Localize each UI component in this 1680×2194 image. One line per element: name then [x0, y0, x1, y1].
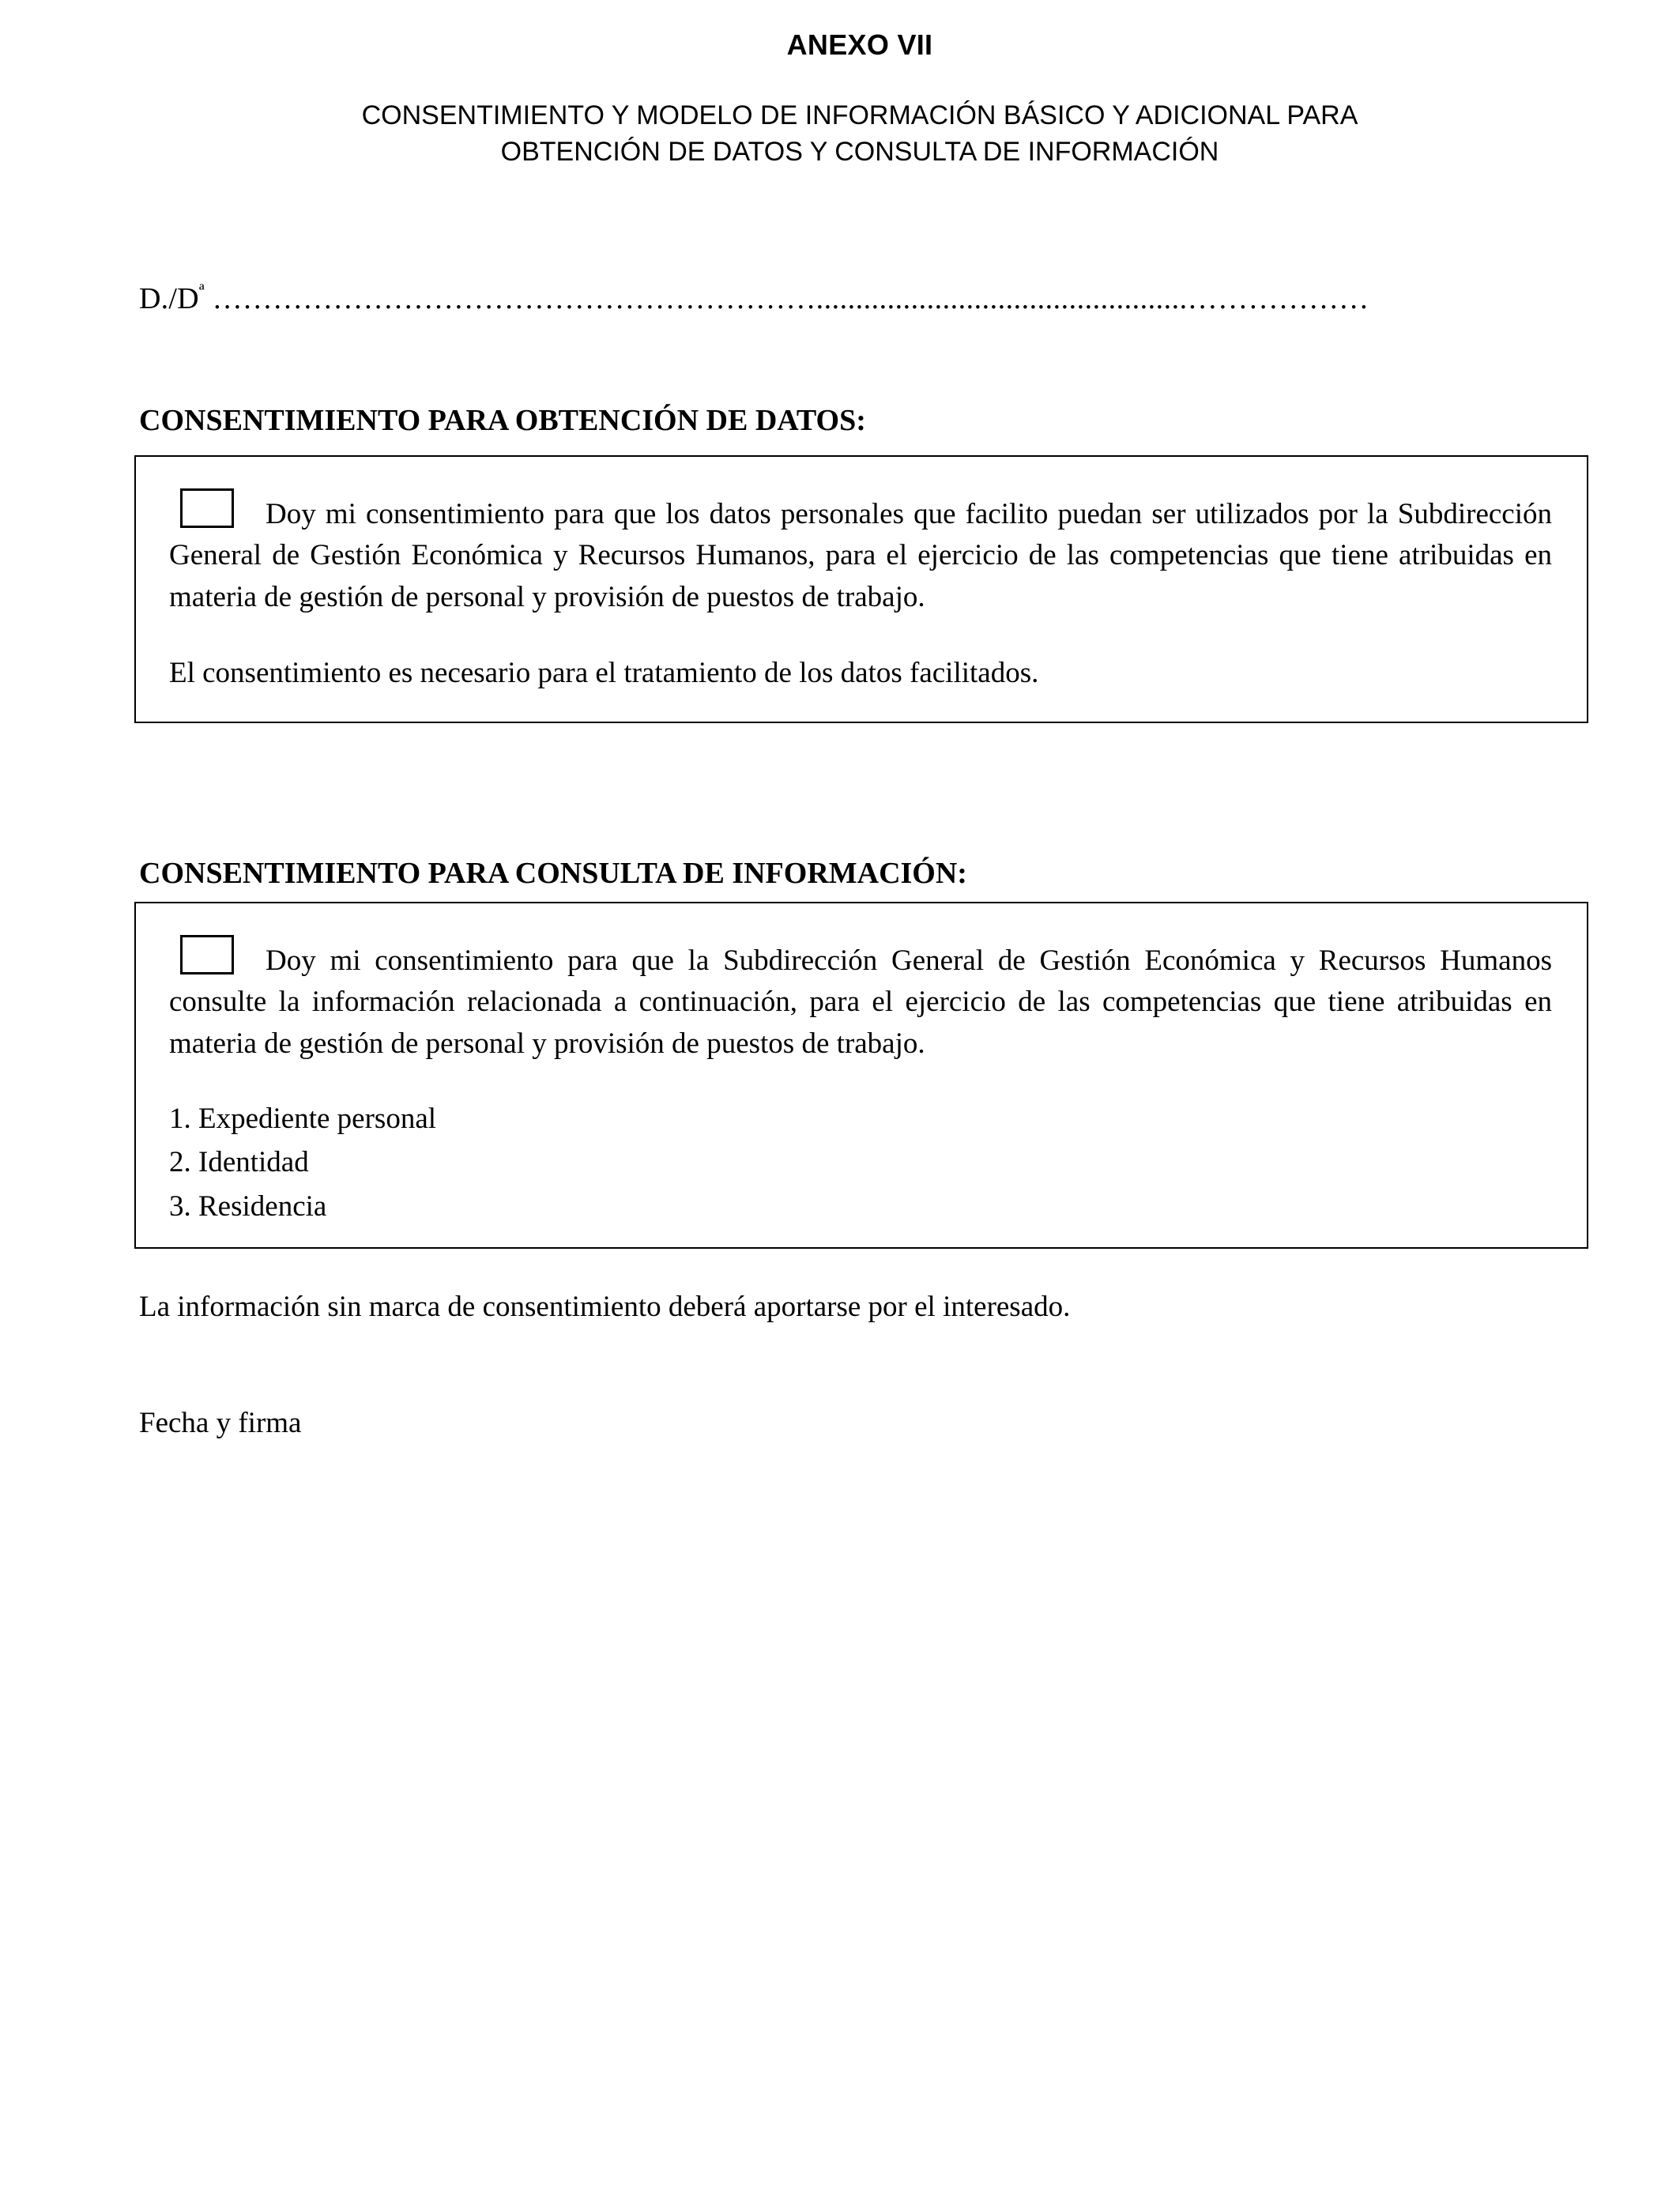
- consent-data-paragraph: [169, 488, 1552, 619]
- consent-query-checkbox[interactable]: [180, 935, 234, 974]
- consent-query-heading: CONSENTIMIENTO PARA CONSULTA DE INFORMACIÓN:: [139, 856, 967, 890]
- footer-note: La información sin marca de consentimiento deberá aportarse por el interesado.: [139, 1291, 1071, 1323]
- name-field-dots-3: …………: [1248, 281, 1369, 315]
- page-subtitle-line-1: CONSENTIMIENTO Y MODELO DE INFORMACIÓN BÁSICO Y ADICIONAL PARA: [361, 100, 1358, 130]
- consent-data-heading: CONSENTIMIENTO PARA OBTENCIÓN DE DATOS:: [139, 403, 866, 437]
- consent-query-item-list: [169, 1065, 1552, 1229]
- name-field-dots-1: ……………………………………………………: [204, 281, 816, 315]
- consent-query-paragraph-text: Doy mi consentimiento para que la Subdirección General de Gestión Económica y Recursos Humanos consulte la información relacionada a continuación, para el ejercicio de las competencias que tiene atribuidas en materia de gestión de personal y provisión de puestos de trabajo.: [169, 944, 1552, 1060]
- page-subtitle: [134, 62, 1585, 171]
- list-item: 2. Identidad: [169, 1146, 309, 1178]
- list-item: 3. Residencia: [169, 1189, 327, 1223]
- consent-data-checkbox[interactable]: [180, 488, 234, 528]
- page-title: ANEXO VII: [786, 28, 933, 61]
- name-field-line[interactable]: [134, 281, 1585, 316]
- list-item: 1. Expediente personal: [169, 1102, 437, 1135]
- name-field-label: D./D: [139, 281, 199, 315]
- name-field-label-superscript: ª: [198, 281, 205, 303]
- consent-data-box: [134, 455, 1588, 723]
- name-field-dots-2: ...............................................……: [816, 281, 1249, 315]
- consent-query-paragraph: [169, 935, 1552, 1065]
- consent-data-note: El consentimiento es necesario para el tratamiento de los datos facilitados.: [169, 657, 1039, 690]
- consent-data-paragraph-text: Doy mi consentimiento para que los datos personales que facilito puedan ser utilizados por la Subdirección General de Gestión Económica y Recursos Humanos, para el ejercicio de las competencias que tiene atribuidas en materia de gestión de personal y provisión de puestos de trabajo.: [169, 497, 1552, 613]
- consent-query-box: [134, 902, 1588, 1249]
- signature-label: Fecha y firma: [139, 1407, 302, 1439]
- page-subtitle-line-2: OBTENCIÓN DE DATOS Y CONSULTA DE INFORMACIÓN: [500, 136, 1219, 167]
